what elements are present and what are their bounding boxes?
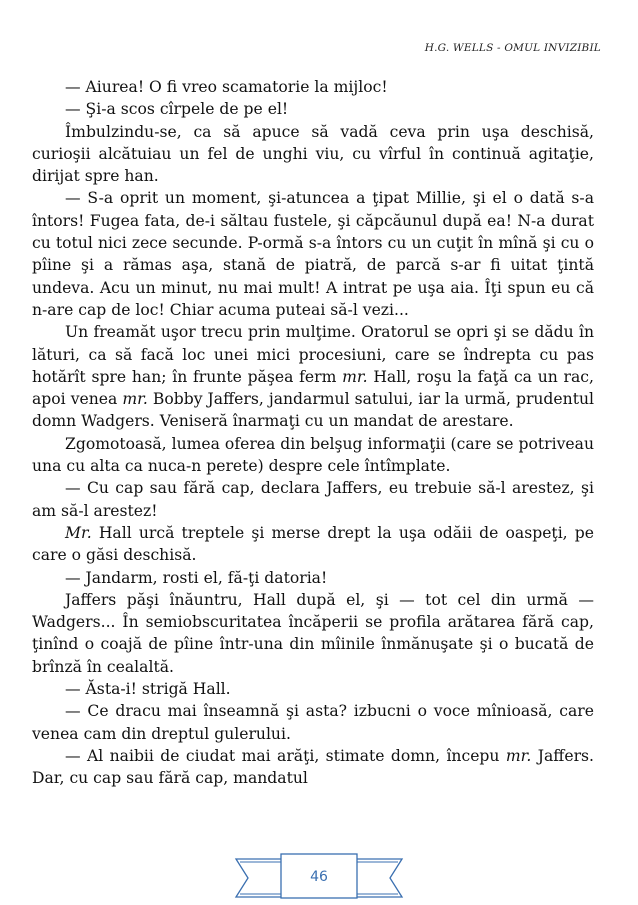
paragraph: — Cu cap sau fără cap, declara Jaffers, eu trebuie să-l arestez, şi am să-l arestez! (32, 479, 594, 520)
paragraph: — Şi-a scos cîrpele de pe el! (65, 100, 289, 119)
paragraph: Îmbulzindu-se, ca să apuce să vadă ceva prin uşa deschisă, curioşii alcătuiau un fel de unghi viu, cu vîrful în continuă agitaţie, dirijat spre han. (32, 122, 594, 186)
paragraph: Jaffers păşi înăuntru, Hall după el, şi — tot cel din urmă — Wadgers... În semiobscuritatea încăperii se profila arătarea fără cap, ţinînd o coajă de pîine într-una din mîinile înmănuşate şi o bucată de brînză în cealaltă. (32, 590, 594, 676)
page-footer (0, 845, 638, 905)
paragraph: — S-a oprit un moment, şi-atuncea a ţipat Millie, şi el o dată s-a întors! Fugea fata, de-i săltau fustele, şi căpcăunul după ea! N-a durat cu totul nici zece secunde. P-ormă s-a întors cu un cuţit în mînă şi cu o pîine şi a rămas aşa, stană de piatră, de parcă s-ar fi uitat ţintă undeva. Acu un minut, nu mai mult! A intrat pe uşa aia. Îţi spun eu că n-are cap de loc! Chiar acuma puteai să-l vezi... (32, 189, 594, 319)
page-body (32, 76, 594, 790)
paragraph: Zgomotoasă, lumea oferea din belşug informaţii (care se potriveau una cu alta ca nuca-n perete) despre cele întîmplate. (32, 434, 594, 476)
running-header: H.G. WELLS - OMUL INVIZIBIL (424, 42, 601, 54)
paragraph: — Ăsta-i! strigă Hall. (65, 680, 231, 699)
paragraph: — Jandarm, rosti el, fă-ţi datoria! (65, 568, 328, 587)
page-number: 46 (310, 869, 328, 885)
paragraph: — Al naibii de ciudat mai arăţi, stimate domn, începu mr. Jaffers. Dar, cu cap sau fără cap, mandatul (32, 746, 594, 788)
paragraph: — Ce dracu mai înseamnă şi asta? izbucni o voce mînioasă, care venea cam din dreptul gulerului. (32, 702, 594, 743)
paragraph: Mr. Hall urcă treptele şi merse drept la uşa odăii de oaspeţi, pe care o găsi deschisă. (32, 523, 594, 565)
paragraph: — Aiurea! O fi vreo scamatorie la mijloc! (65, 78, 388, 96)
paragraph: Un freamăt uşor trecu prin mulţime. Oratorul se opri şi se dădu în lături, ca să facă loc unei mici procesiuni, care se îndrepta cu pas hotărît spre han; în frunte păşea ferm mr. Hall, roşu la faţă ca un rac, apoi venea mr. Bobby Jaffers, jandarmul satului, iar la urmă, prudentul domn Wadgers. Veniseră înarmaţi cu un mandat de arestare. (32, 323, 594, 431)
